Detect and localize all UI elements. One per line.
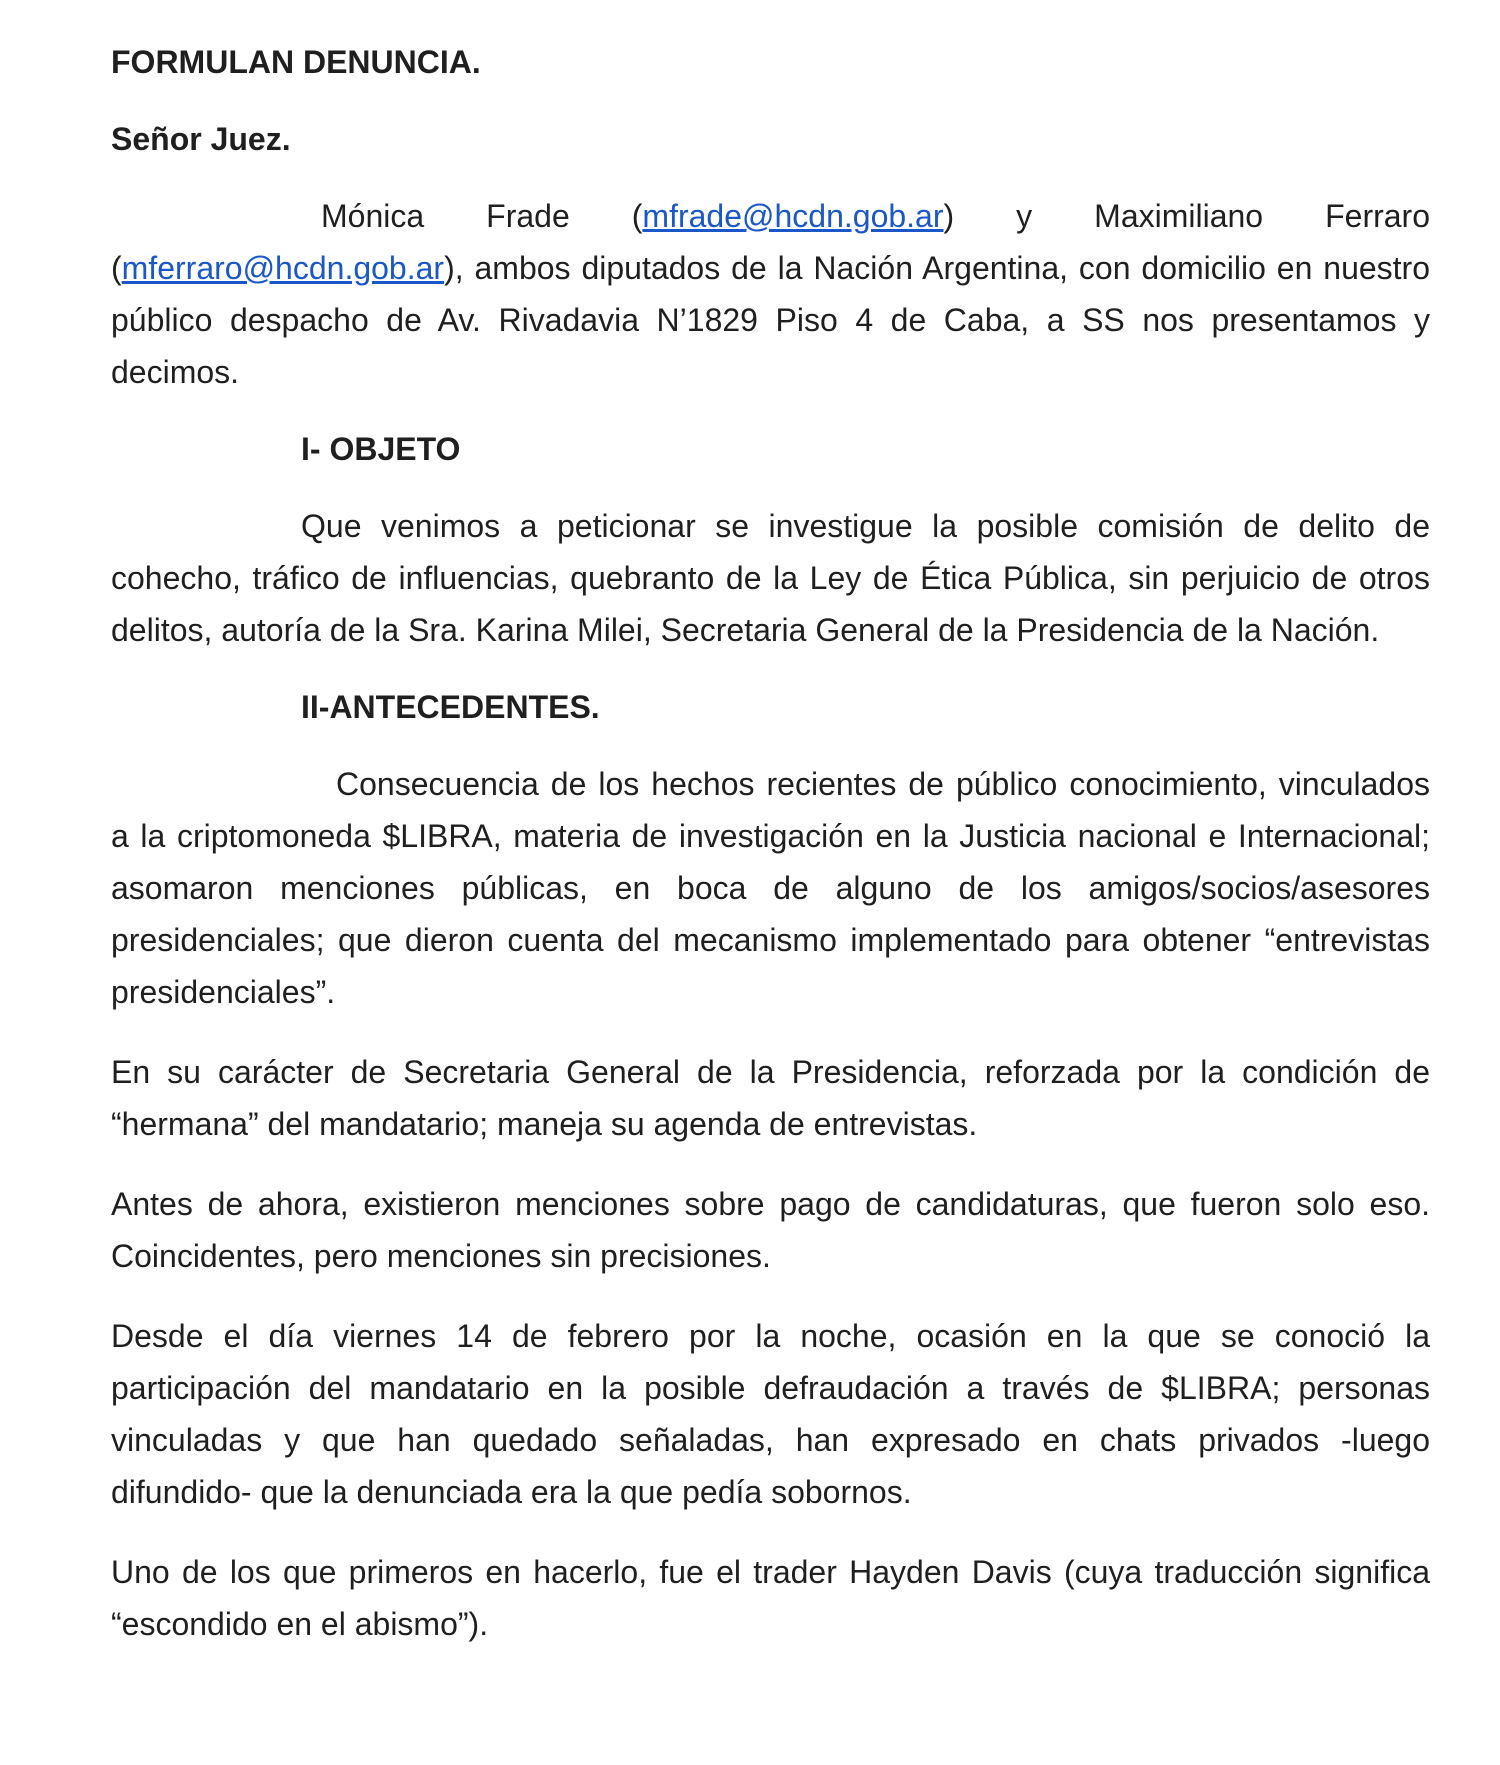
intro-text-1: Mónica Frade ( bbox=[321, 198, 643, 234]
antecedentes-paragraph-4: Desde el día viernes 14 de febrero por la noche, ocasión en la que se conoció la participación del mandatario en la posible defraudación a través de $LIBRA; personas vinculadas y que han quedado señaladas, han expresado en chats privados -luego difundido- que la denunciada era la que pedía sobornos. bbox=[111, 1318, 1430, 1510]
section-heading-antecedentes: II-ANTECEDENTES. bbox=[301, 689, 600, 725]
antecedentes-paragraph-5: Uno de los que primeros en hacerlo, fue el trader Hayden Davis (cuya traducción significa “escondido en el abismo”). bbox=[111, 1554, 1430, 1642]
email-link-ferraro[interactable]: mferraro@hcdn.gob.ar bbox=[121, 250, 445, 286]
intro-paragraph bbox=[111, 190, 1430, 398]
section-heading-objeto: I- OBJETO bbox=[301, 431, 461, 467]
document-title: FORMULAN DENUNCIA. bbox=[111, 44, 481, 80]
salutation: Señor Juez. bbox=[111, 121, 291, 157]
intro-text-2: ) y Maximiliano Ferraro ( bbox=[111, 198, 1430, 286]
email-link-frade[interactable]: mfrade@hcdn.gob.ar bbox=[642, 198, 944, 234]
antecedentes-paragraph-2: En su carácter de Secretaria General de la Presidencia, reforzada por la condición de “hermana” del mandatario; maneja su agenda de entrevistas. bbox=[111, 1054, 1430, 1142]
antecedentes-paragraph-3: Antes de ahora, existieron menciones sobre pago de candidaturas, que fueron solo eso. Coincidentes, pero menciones sin precisiones. bbox=[111, 1186, 1430, 1274]
intro-text-3: ), ambos diputados de la Nación Argentina, con domicilio en nuestro público despacho de Av. Rivadavia N’1829 Piso 4 de Caba, a SS nos presentamos y decimos. bbox=[111, 250, 1430, 390]
document-page bbox=[111, 36, 1430, 1650]
antecedentes-paragraph-1: Consecuencia de los hechos recientes de público conocimiento, vinculados a la criptomoneda $LIBRA, materia de investigación en la Justicia nacional e Internacional; asomaron menciones públicas, en boca de alguno de los amigos/socios/asesores presidenciales; que dieron cuenta del mecanismo implementado para obtener “entrevistas presidenciales”. bbox=[111, 766, 1430, 1010]
objeto-paragraph: Que venimos a peticionar se investigue la posible comisión de delito de cohecho, tráfico de influencias, quebranto de la Ley de Ética Pública, sin perjuicio de otros delitos, autoría de la Sra. Karina Milei, Secretaria General de la Presidencia de la Nación. bbox=[111, 508, 1430, 648]
